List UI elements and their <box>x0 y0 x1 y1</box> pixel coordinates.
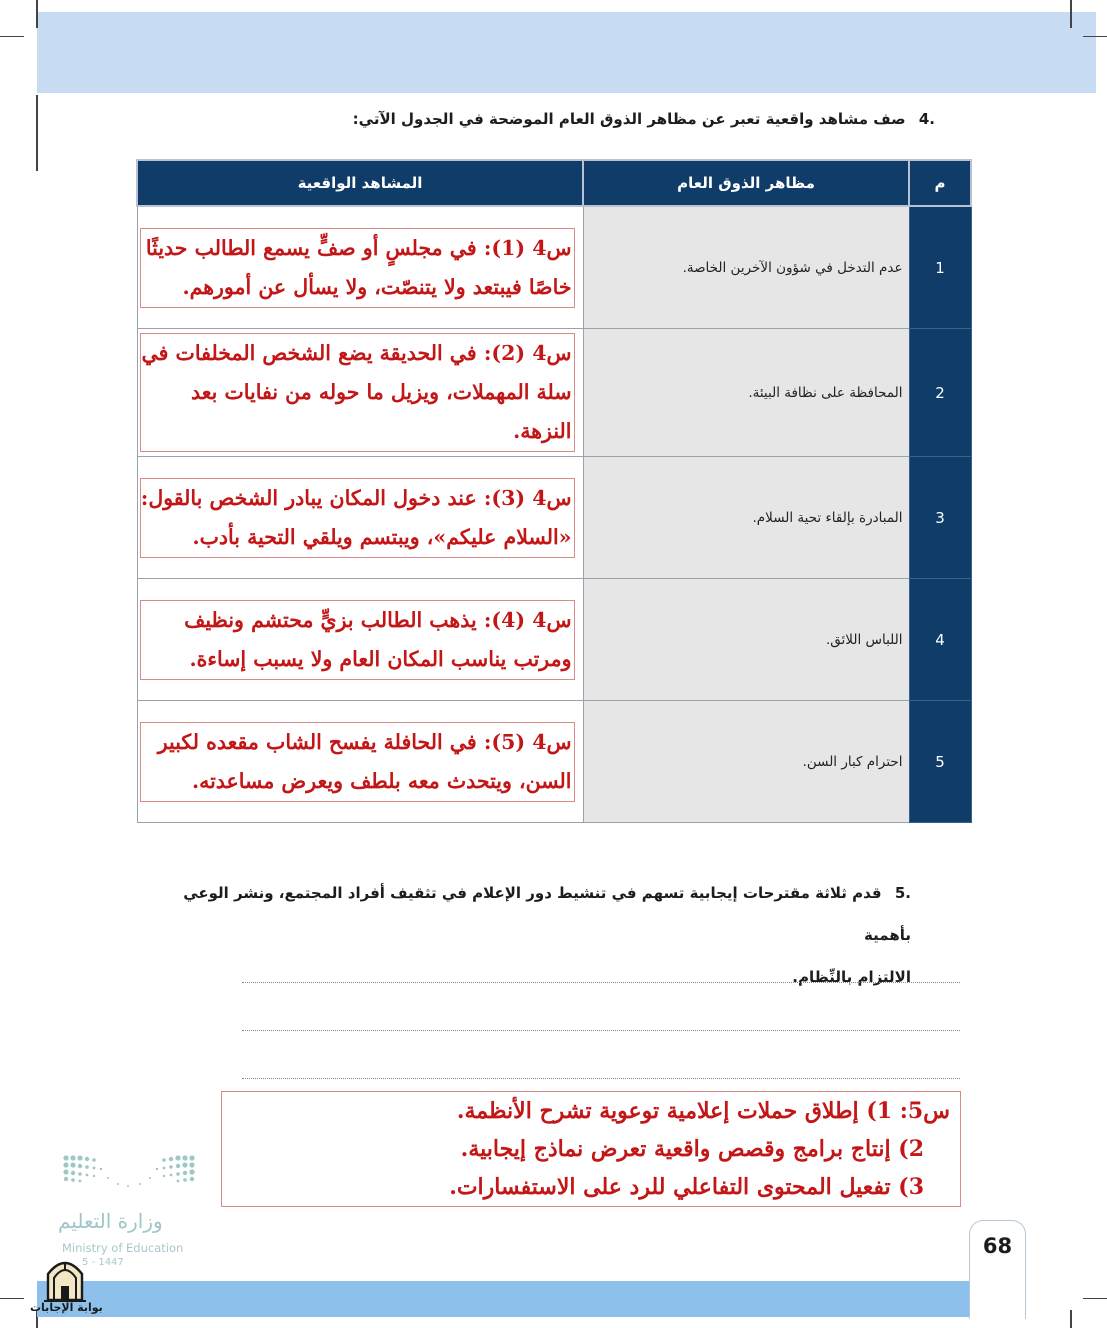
answer-line: س4 (2): في الحديقة يضع الشخص المخلفات في <box>141 341 572 365</box>
answer-line: س4 (1): في مجلسٍ أو صفٍّ يسمع الطالب حديثًا <box>145 235 572 260</box>
answer-line: س5: 1) إطلاق حملات إعلامية توعوية تشرح الأنظمة. <box>456 1098 950 1124</box>
answer-dotted-line <box>242 982 960 983</box>
question-5 <box>151 872 911 998</box>
aspect-cell: المبادرة بإلقاء تحية السلام. <box>583 457 909 579</box>
page-number: 68 <box>982 1234 1013 1258</box>
question-4 <box>353 110 935 128</box>
answer-line: س4 (4): يذهب الطالب بزيٍّ محتشم ونظيف <box>184 607 572 632</box>
table-row <box>137 206 971 329</box>
bottom-color-band <box>37 1281 971 1317</box>
row-number: 1 <box>909 206 971 329</box>
answer-line: س4 (3): عند دخول المكان يبادر الشخص بالقول: <box>140 485 572 510</box>
top-color-band <box>37 12 1096 93</box>
crop-mark <box>36 0 38 28</box>
row-number: 5 <box>909 701 971 823</box>
crop-mark <box>1083 1298 1107 1299</box>
question-5-line <box>151 872 911 956</box>
answer-box <box>140 333 575 452</box>
answer-line: 2) إنتاج برامج وقصص واقعية تعرض نماذج إيجابية. <box>460 1136 924 1162</box>
aspect-cell: عدم التدخل في شؤون الآخرين الخاصة. <box>583 206 909 329</box>
scene-cell <box>137 206 583 329</box>
answer-dotted-line <box>242 1078 960 1079</box>
answers-portal-name: بوابة الإجابات <box>30 1301 103 1314</box>
answer-line: سلة المهملات، ويزيل ما حوله من نفايات بعد النزهة. <box>190 380 572 443</box>
ministry-dots-logo <box>58 1150 200 1200</box>
crop-mark <box>1070 0 1072 28</box>
answer-line: ومرتب يناسب المكان العام ولا يسبب إساءة. <box>189 646 572 671</box>
answer-line: 3) تفعيل المحتوى التفاعلي للرد على الاستفسارات. <box>449 1174 924 1200</box>
question-5-number: .5 <box>894 884 911 902</box>
crop-mark <box>0 1298 24 1299</box>
answer-line: السن، ويتحدث معه بلطف ويعرض مساعدته. <box>191 768 572 793</box>
row-number: 3 <box>909 457 971 579</box>
row-number: 4 <box>909 579 971 701</box>
table-row <box>137 457 971 579</box>
answer-box <box>140 228 575 308</box>
question-5-line: الالتزام بالنِّظام. <box>792 968 911 986</box>
ministry-name-english: Ministry of Education <box>62 1241 184 1255</box>
answer-line: «السلام عليكم»، ويبتسم ويلقي التحية بأدب. <box>192 524 572 549</box>
question-5-answer-box <box>221 1091 961 1207</box>
table-row <box>137 329 971 457</box>
aspect-cell: اللباس اللائق. <box>583 579 909 701</box>
aspect-cell: المحافظة على نظافة البيئة. <box>583 329 909 457</box>
public-taste-table <box>136 159 972 823</box>
header-scenes: المشاهد الواقعية <box>137 160 583 206</box>
header-aspect: مظاهر الذوق العام <box>583 160 909 206</box>
answer-box <box>140 478 575 558</box>
answers-portal-logo-icon <box>44 1256 86 1302</box>
crop-mark <box>36 95 38 171</box>
question-4-text: صف مشاهد واقعية تعبر عن مظاهر الذوق العام الموضحة في الجدول الآتي: <box>352 110 906 128</box>
question-4-number: .4 <box>918 110 935 128</box>
answer-box <box>140 600 575 680</box>
table-row <box>137 579 971 701</box>
answer-dotted-line <box>242 1030 960 1031</box>
answer-line: س4 (5): في الحافلة يفسح الشاب مقعده لكبير <box>157 729 572 754</box>
crop-mark <box>1083 36 1107 37</box>
crop-mark <box>1070 1310 1072 1328</box>
row-number: 2 <box>909 329 971 457</box>
answer-box <box>140 722 575 802</box>
question-5-text: قدم ثلاثة مقترحات إيجابية تسهم في تنشيط دور الإعلام في تثقيف أفراد المجتمع، ونشر الوعي بأهمية <box>183 884 911 944</box>
answer-line: خاصًا فيبتعد ولا يتنصّت، ولا يسأل عن أمورهم. <box>182 274 572 299</box>
crop-mark <box>0 36 24 37</box>
scene-cell <box>137 701 583 823</box>
aspect-cell: احترام كبار السن. <box>583 701 909 823</box>
scene-cell <box>137 329 583 457</box>
table-header-row <box>137 160 971 206</box>
ministry-name-arabic: وزارة التعليم <box>58 1209 163 1233</box>
table-row <box>137 701 971 823</box>
scene-cell <box>137 457 583 579</box>
header-num: م <box>909 160 971 206</box>
ministry-year: 5 - 1447 <box>82 1257 124 1268</box>
scene-cell <box>137 579 583 701</box>
